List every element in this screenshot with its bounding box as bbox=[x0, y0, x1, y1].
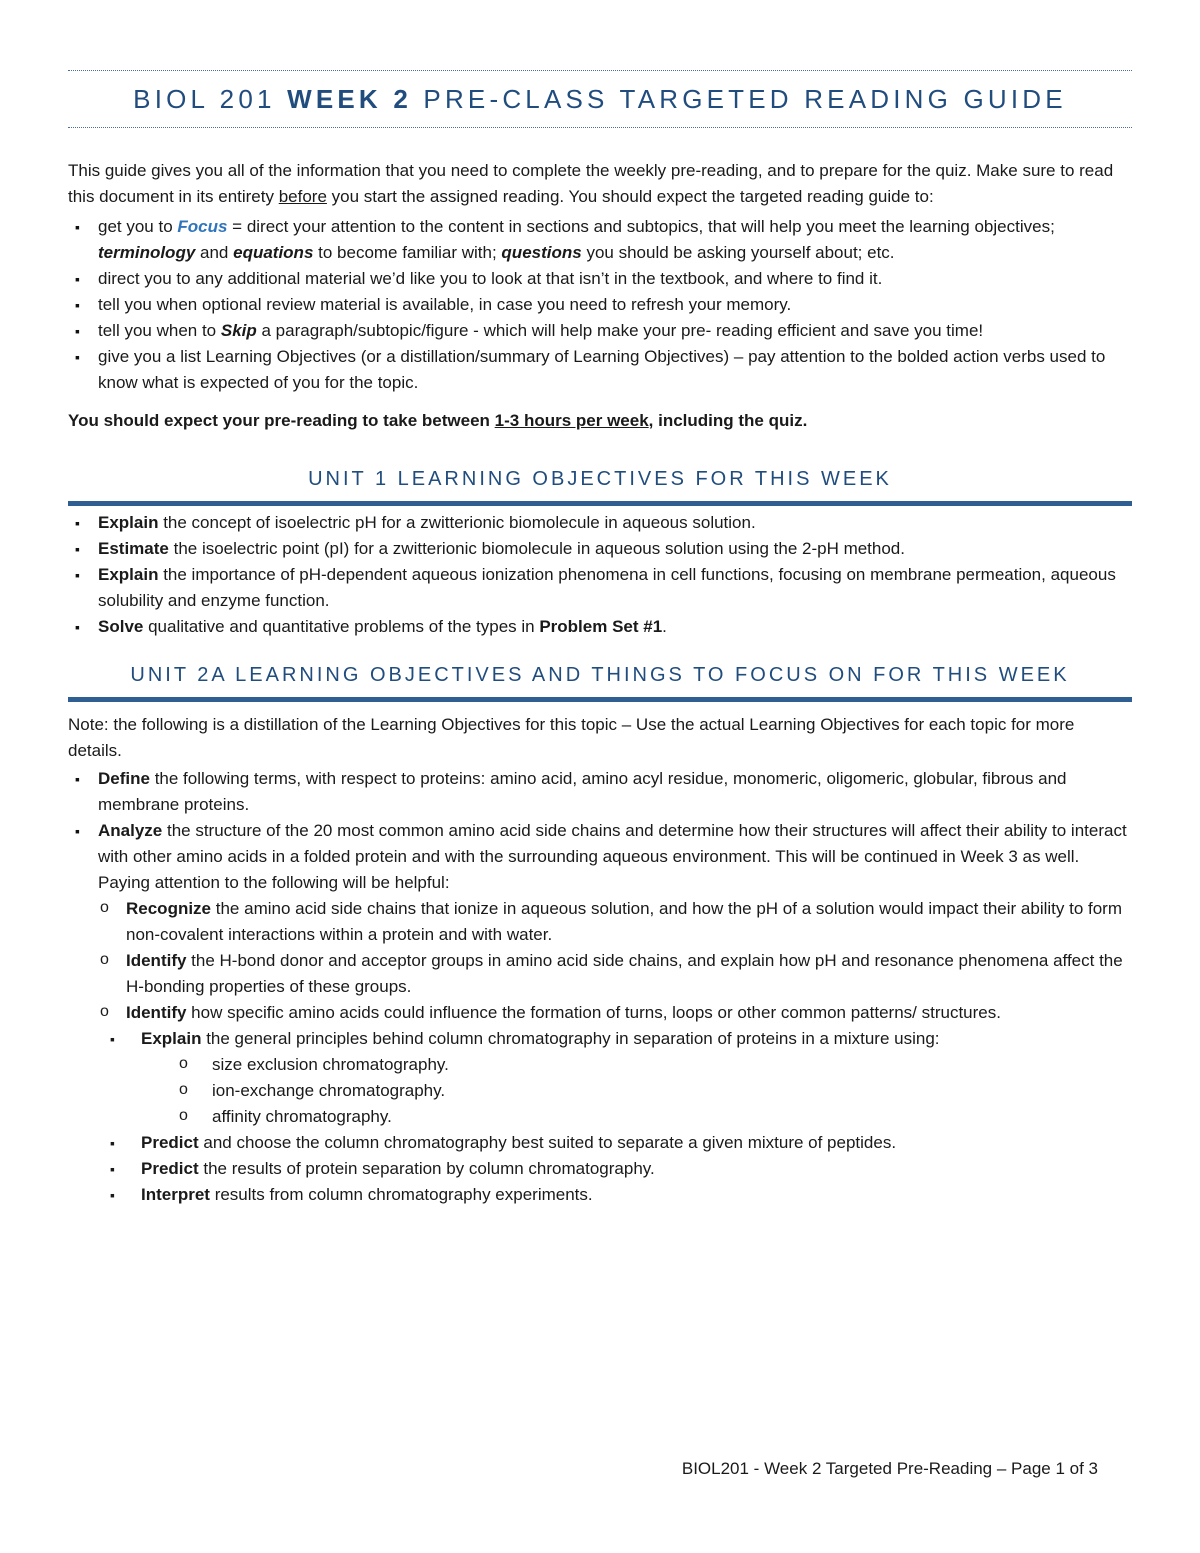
unit1-objectives bbox=[68, 510, 1132, 640]
title-week: WEEK 2 bbox=[287, 83, 412, 114]
chromatography-list bbox=[68, 1026, 1132, 1052]
list-item: ▪ Interpret results from column chromatography experiments. bbox=[68, 1182, 1132, 1208]
unit1-heading: UNIT 1 LEARNING OBJECTIVES FOR THIS WEEK bbox=[68, 468, 1132, 506]
page-footer: BIOL201 - Week 2 Targeted Pre-Reading – Page 1 of 3 bbox=[681, 1459, 1098, 1478]
expected-time-note: You should expect your pre-reading to take between 1-3 hours per week, including the quiz. bbox=[68, 411, 808, 430]
chromatography-types bbox=[68, 1052, 1132, 1130]
list-item: ▪ get you to Focus = direct your attention to the content in sections and subtopics, that will help you meet the learning objectives; terminology and equations to become familiar with; questions you should be asking yourself about; etc. bbox=[68, 214, 1132, 266]
list-item: ▪ give you a list Learning Objectives (or a distillation/summary of Learning Objectives) – pay attention to the bolded action verbs used to know what is expected of you for the topic. bbox=[68, 344, 1132, 396]
analyze-sublist bbox=[68, 896, 1132, 1026]
focus-keyword: Focus bbox=[177, 217, 228, 236]
unit2a-heading: UNIT 2A LEARNING OBJECTIVES AND THINGS TO FOCUS ON FOR THIS WEEK bbox=[68, 664, 1132, 702]
expect-list bbox=[68, 214, 1132, 396]
document-page bbox=[68, 70, 1132, 1208]
unit2a-note: Note: the following is a distillation of the Learning Objectives for this topic – Use the actual Learning Objectives for each topic for more details. bbox=[68, 715, 1075, 760]
list-item: o affinity chromatography. bbox=[68, 1104, 1132, 1130]
title-banner bbox=[68, 70, 1132, 128]
title-rest: PRE-CLASS TARGETED READING GUIDE bbox=[411, 83, 1067, 114]
list-item: ▪ Explain the importance of pH-dependent aqueous ionization phenomena in cell functions, focusing on membrane permeation, aqueous solubility and enzyme function. bbox=[68, 562, 1132, 614]
list-item: o Identify the H-bond donor and acceptor groups in amino acid side chains, and explain how pH and resonance phenomena affect the H-bonding properties of these groups. bbox=[68, 948, 1132, 1000]
list-item: ▪ Predict the results of protein separation by column chromatography. bbox=[68, 1156, 1132, 1182]
list-item: ▪ Define the following terms, with respect to proteins: amino acid, amino acyl residue, monomeric, oligomeric, globular, fibrous and membrane proteins. bbox=[68, 766, 1132, 818]
intro-paragraph: This guide gives you all of the information that you need to complete the weekly pre-reading, and to prepare for the quiz. Make sure to read this document in its entirety before you start the assigned reading. You should expect the targeted reading guide to: bbox=[68, 161, 1114, 206]
list-item: o ion-exchange chromatography. bbox=[68, 1078, 1132, 1104]
list-item: ▪ tell you when to Skip a paragraph/subtopic/figure - which will help make your pre- reading efficient and save you time! bbox=[68, 318, 1132, 344]
list-item: o Recognize the amino acid side chains that ionize in aqueous solution, and how the pH of a solution would impact their ability to form non-covalent interactions within a protein and with water. bbox=[68, 896, 1132, 948]
underlined-before: before bbox=[278, 187, 327, 206]
list-item: ▪ direct you to any additional material we’d like you to look at that isn’t in the textbook, and where to find it. bbox=[68, 266, 1132, 292]
list-item: ▪ Analyze the structure of the 20 most common amino acid side chains and determine how their structures will affect their ability to interact with other amino acids in a folded protein and with the surrounding aqueous environment. This will be continued in Week 3 as well. Paying attention to the following will be helpful: bbox=[68, 818, 1132, 896]
list-item: ▪ Explain the concept of isoelectric pH for a zwitterionic biomolecule in aqueous solution. bbox=[68, 510, 1132, 536]
skip-keyword: Skip bbox=[220, 321, 257, 340]
unit2a-objectives bbox=[68, 766, 1132, 896]
list-item: ▪ Estimate the isoelectric point (pI) for a zwitterionic biomolecule in aqueous solution using the 2-pH method. bbox=[68, 536, 1132, 562]
list-item: ▪ Solve qualitative and quantitative problems of the types in Problem Set #1. bbox=[68, 614, 1132, 640]
list-item: o Identify how specific amino acids could influence the formation of turns, loops or other common patterns/ structures. bbox=[68, 1000, 1132, 1026]
list-item: ▪ Explain the general principles behind column chromatography in separation of proteins in a mixture using: bbox=[68, 1026, 1132, 1052]
list-item: ▪ Predict and choose the column chromatography best suited to separate a given mixture of peptides. bbox=[68, 1130, 1132, 1156]
title-course: BIOL 201 bbox=[133, 83, 288, 114]
chromatography-list-2 bbox=[68, 1130, 1132, 1208]
page-title bbox=[133, 84, 1067, 115]
list-item: ▪ tell you when optional review material is available, in case you need to refresh your memory. bbox=[68, 292, 1132, 318]
list-item: o size exclusion chromatography. bbox=[68, 1052, 1132, 1078]
